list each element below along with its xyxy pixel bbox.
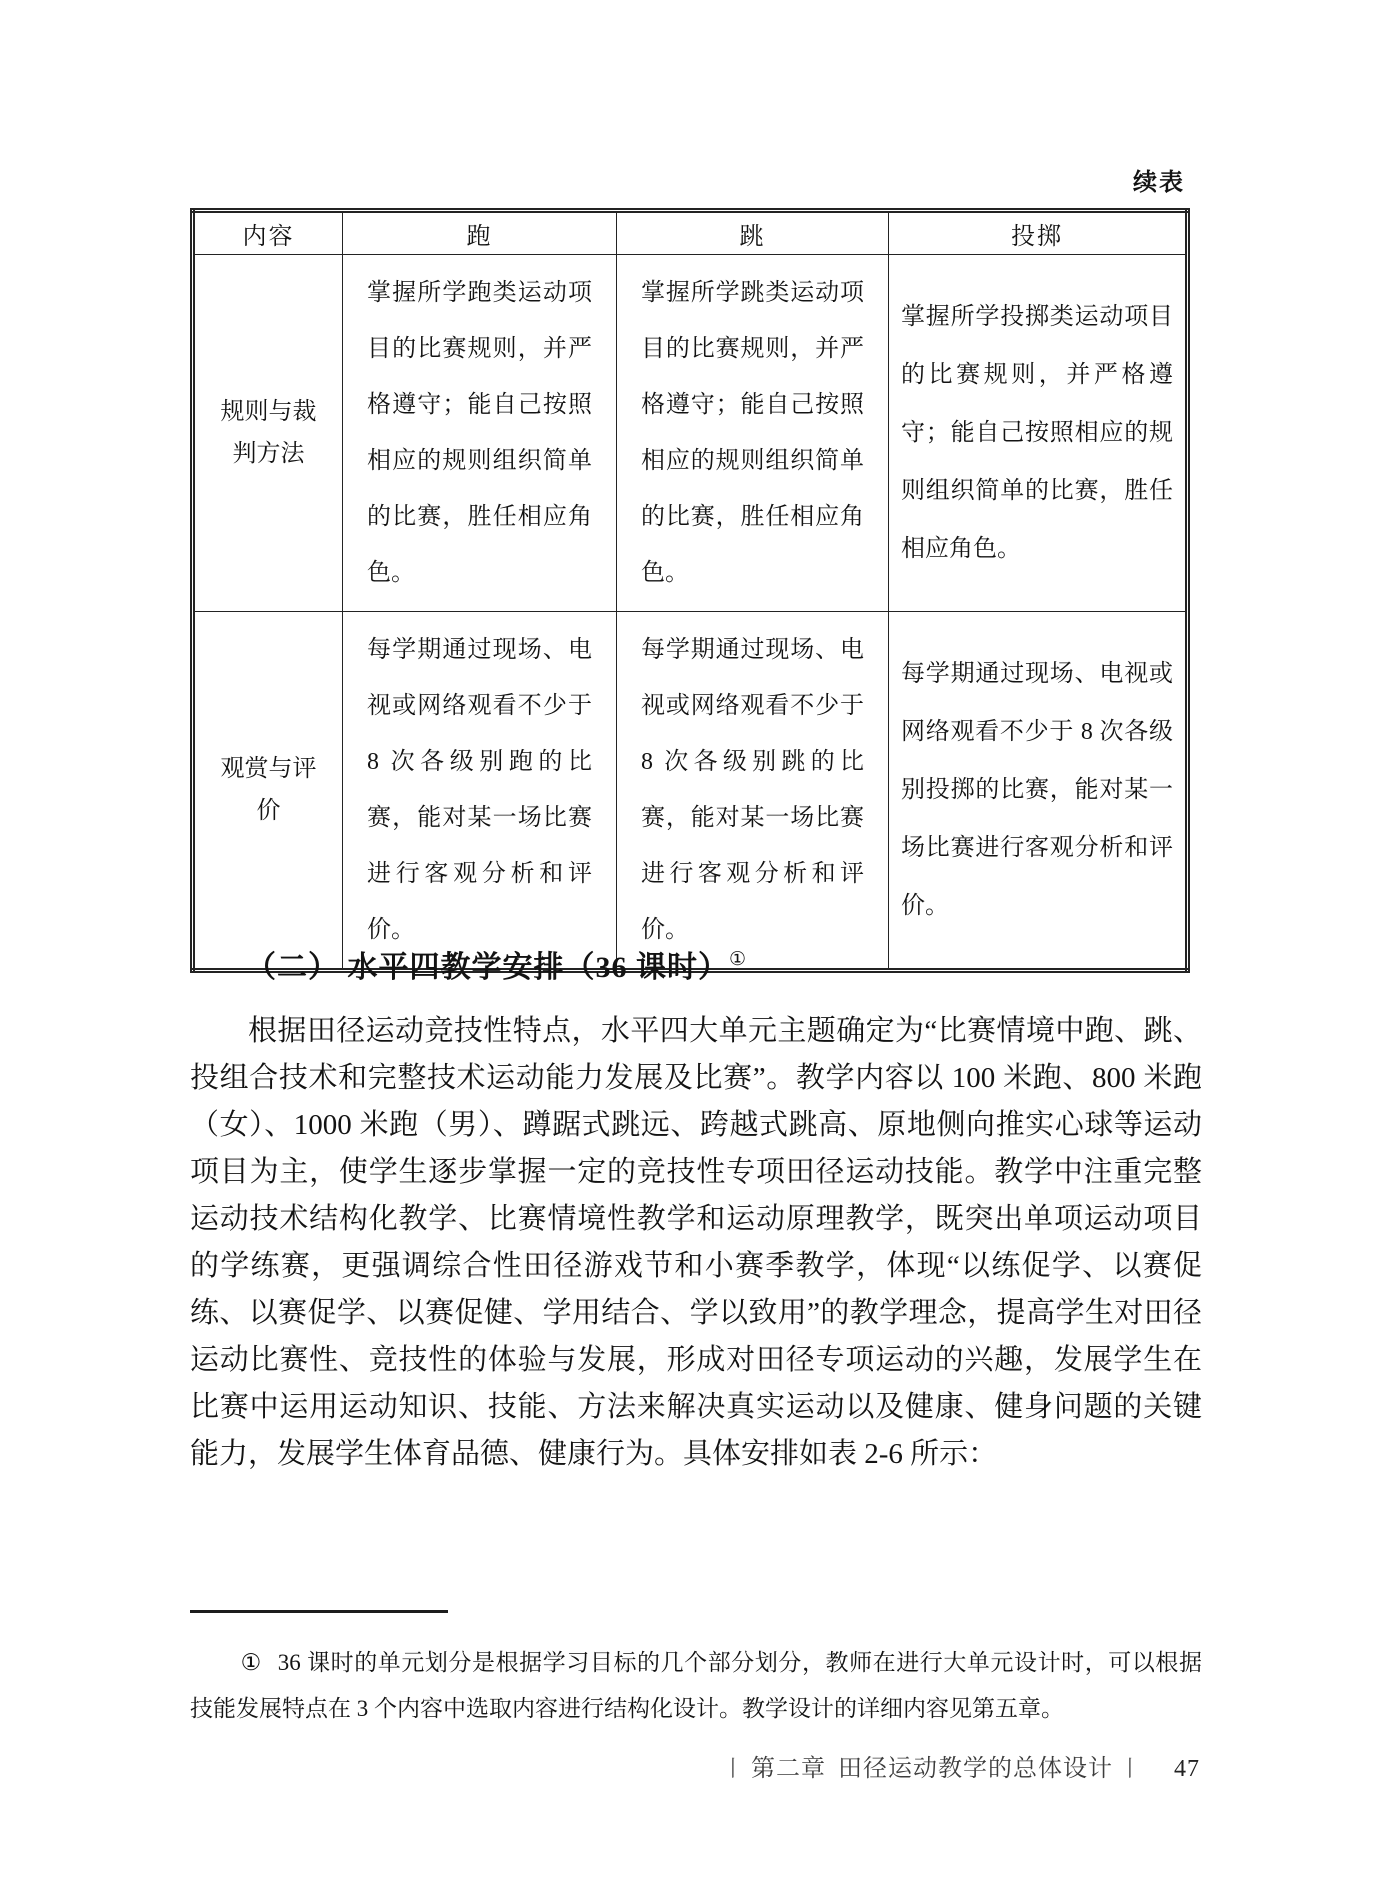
- table-cell-viewing-throw: 每学期通过现场、电视或网络观看不少于 8 次各级别投掷的比赛，能对某一场比赛进行客观分析和评价。: [889, 612, 1188, 971]
- column-header-jump: 跳: [617, 211, 889, 255]
- footer-chapter-title: 田径运动教学的总体设计: [837, 1756, 1113, 1782]
- column-header-content: 内容: [193, 211, 343, 255]
- table-cell-rules-run: 掌握所学跑类运动项目的比赛规则，并严格遵守；能自己按照相应的规则组织简单的比赛，胜任相应角色。: [343, 255, 617, 612]
- footer-chapter-label: 第二章: [750, 1756, 826, 1782]
- footnote-text: 36 课时的单元划分是根据学习目标的几个部分划分，教师在进行大单元设计时，可以根据技能发展特点在 3 个内容中选取内容进行结构化设计。教学设计的详细内容见第五章。: [190, 1650, 1202, 1721]
- page-footer: [190, 1748, 1200, 1783]
- footnote-reference-superscript: ①: [729, 949, 747, 970]
- table-cell-viewing-run: 每学期通过现场、电视或网络观看不少于 8 次各级别跑的比赛，能对某一场比赛进行客观分析和评价。: [343, 612, 617, 971]
- level4-goals-table: [190, 208, 1190, 973]
- table-row: [193, 612, 1188, 971]
- section-heading: [190, 942, 1200, 986]
- table-cell-rules-jump: 掌握所学跳类运动项目的比赛规则，并严格遵守；能自己按照相应的规则组织简单的比赛，胜任相应角色。: [617, 255, 889, 612]
- row-label-rules-judging: 规则与裁判方法: [193, 255, 343, 612]
- table-continuation-label: 续表: [1133, 170, 1185, 196]
- footer-separator-right: 丨: [1118, 1756, 1142, 1781]
- row-label-viewing-evaluation: 观赏与评价: [193, 612, 343, 971]
- footnote-divider-rule: [190, 1610, 448, 1613]
- column-header-throw: 投掷: [889, 211, 1188, 255]
- table-container: [190, 208, 1190, 973]
- table-cell-rules-throw: 掌握所学投掷类运动项目的比赛规则，并严格遵守；能自己按照相应的规则组织简单的比赛，胜任相应角色。: [889, 255, 1188, 612]
- body-paragraph: 根据田径运动竞技性特点，水平四大单元主题确定为“比赛情境中跑、跳、投组合技术和完整技术运动能力发展及比赛”。教学内容以 100 米跑、800 米跑（女）、1000 米跑（男）、蹲踞式跳远、跨越式跳高、原地侧向推实心球等运动项目为主，使学生逐步掌握一定的竞技性专项田径运动技能。教学中注重完整运动技术结构化教学、比赛情境性教学和运动原理教学，既突出单项运动项目的学练赛，更强调综合性田径游戏节和小赛季教学，体现“以练促学、以赛促练、以赛促学、以赛促健、学用结合、学以致用”的教学理念，提高学生对田径运动比赛性、竞技性的体验与发展，形成对田径专项运动的兴趣，发展学生在比赛中运用运动知识、技能、方法来解决真实运动以及健康、健身问题的关键能力，发展学生体育品德、健康行为。具体安排如表 2-6 所示：: [190, 1015, 1202, 1470]
- footnote-marker: ①: [240, 1650, 262, 1675]
- table-row: [193, 255, 1188, 612]
- footnote: [190, 1640, 1202, 1732]
- column-header-run: 跑: [343, 211, 617, 255]
- table-header-row: [193, 211, 1188, 255]
- table-cell-viewing-jump: 每学期通过现场、电视或网络观看不少于 8 次各级别跳的比赛，能对某一场比赛进行客观分析和评价。: [617, 612, 889, 971]
- footer-separator-left: 丨: [721, 1756, 745, 1781]
- page-number: 47: [1174, 1756, 1200, 1782]
- section-heading-text: （二） 水平四教学安排（36 课时）: [246, 951, 729, 984]
